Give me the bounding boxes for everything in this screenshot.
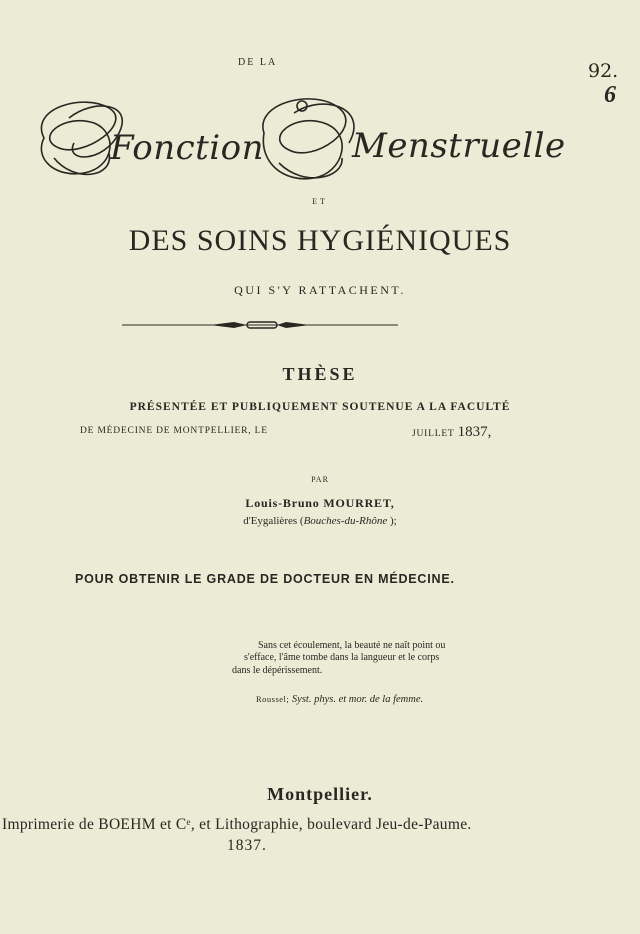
author-name: Louis-Bruno MOURRET, (245, 496, 395, 510)
archive-number: 92. (588, 60, 619, 82)
presentation-year: 1837, (457, 424, 492, 440)
presentation-month: JUILLET (412, 429, 455, 439)
presentation-line-2: DE MÉDECINE DE MONTPELLIER, LE (80, 426, 268, 436)
epigraph-line: dans le dépérissement. (232, 665, 323, 676)
par: PAR (311, 475, 329, 484)
these-heading: THÈSE (282, 364, 358, 384)
degree-statement: POUR OBTENIR LE GRADE DE DOCTEUR EN MÉDECINE. (75, 572, 455, 586)
epigraph-line: s'efface, l'âme tombe dans la langueur et le corps (244, 652, 440, 663)
conjunction: ET (312, 197, 328, 206)
epigraph-source (256, 694, 423, 705)
city: Montpellier. (267, 784, 373, 804)
pre-title: DE LA (238, 57, 278, 68)
presentation-date (412, 424, 491, 441)
title-word-fonction: Fonction (110, 128, 265, 168)
publication-year: 1837. (227, 837, 267, 854)
epigraph-line: Sans cet écoulement, la beauté ne naît point ou (258, 640, 446, 651)
author-origin (0, 515, 640, 527)
divider-ornament-icon (122, 318, 398, 332)
epigraph-work: Syst. phys. et mor. de la femme. (291, 694, 424, 705)
title-word-menstruelle: Menstruelle (352, 126, 566, 166)
author-origin-place: Bouches-du-Rhône (303, 515, 388, 527)
presentation-line-1: PRÉSENTÉE ET PUBLIQUEMENT SOUTENUE A LA FACULTÉ (129, 401, 511, 413)
subtitle: QUI S'Y RATTACHENT. (234, 283, 406, 297)
main-title: DES SOINS HYGIÉNIQUES (128, 224, 512, 257)
author-origin-suffix: ); (390, 515, 397, 527)
epigraph-author: Roussel; (256, 694, 290, 704)
printer-line: Imprimerie de BOEHM et Cᵉ, et Lithographie, boulevard Jeu-de-Paume. (2, 816, 472, 833)
author-origin-prefix: d'Eygalières ( (243, 515, 304, 527)
archive-mark: 6 (604, 82, 616, 108)
